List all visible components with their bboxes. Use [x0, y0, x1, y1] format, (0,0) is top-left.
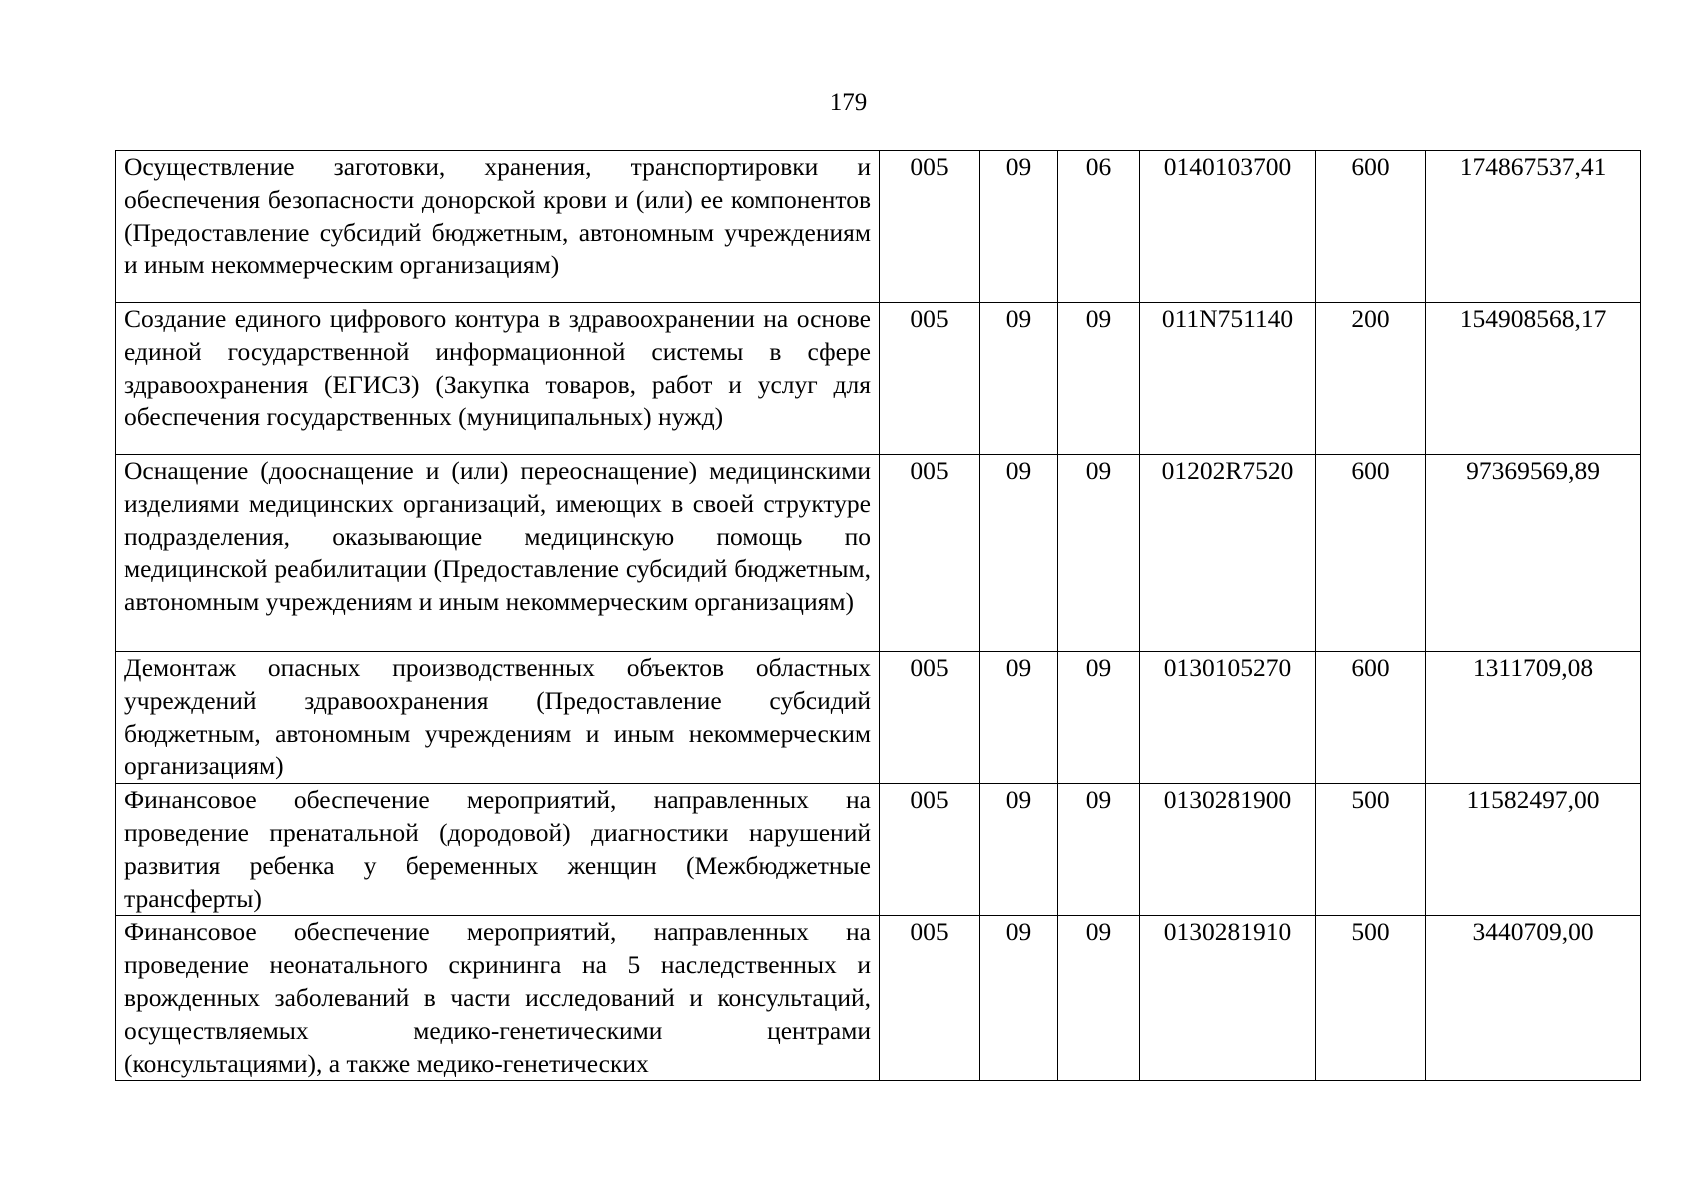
row-description: Создание единого цифрового контура в здравоохранении на основе единой государственной информационной системы в сфере здравоохранения (ЕГИСЗ) (Закупка товаров, работ и услуг для обеспечения государственных (муниципальных) нужд)	[116, 303, 880, 455]
row-target-article-code: 0140103700	[1140, 151, 1316, 303]
row-expense-type-code: 600	[1316, 652, 1426, 784]
row-expense-type-code: 600	[1316, 455, 1426, 652]
table-row	[116, 151, 1641, 303]
row-section-code: 09	[980, 455, 1058, 652]
table-row	[116, 916, 1641, 1081]
row-section-code: 09	[980, 784, 1058, 916]
table-row	[116, 303, 1641, 455]
row-ministry-code: 005	[880, 916, 980, 1081]
budget-table	[115, 150, 1641, 1081]
row-amount: 1311709,08	[1426, 652, 1641, 784]
row-expense-type-code: 500	[1316, 784, 1426, 916]
row-description: Оснащение (дооснащение и (или) переоснащение) медицинскими изделиями медицинских организаций, имеющих в своей структуре подразделения, оказывающие медицинскую помощь по медицинской реабилитации (Предоставление субсидий бюджетным, автономным учреждениям и иным некоммерческим организациям)	[116, 455, 880, 652]
row-ministry-code: 005	[880, 784, 980, 916]
row-target-article-code: 0130105270	[1140, 652, 1316, 784]
row-target-article-code: 0130281900	[1140, 784, 1316, 916]
row-subsection-code: 09	[1058, 455, 1140, 652]
row-amount: 11582497,00	[1426, 784, 1641, 916]
row-ministry-code: 005	[880, 151, 980, 303]
row-section-code: 09	[980, 151, 1058, 303]
row-target-article-code: 011N751140	[1140, 303, 1316, 455]
row-description: Финансовое обеспечение мероприятий, направленных на проведение пренатальной (дородовой) диагностики нарушений развития ребенка у беременных женщин (Межбюджетные трансферты)	[116, 784, 880, 916]
row-amount: 3440709,00	[1426, 916, 1641, 1081]
row-section-code: 09	[980, 652, 1058, 784]
row-description: Финансовое обеспечение мероприятий, направленных на проведение неонатального скрининга на 5 наследственных и врожденных заболеваний в части исследований и консультаций, осуществляемых медико-генетическими центрами (консультациями), а также медико-генетических	[116, 916, 880, 1081]
row-section-code: 09	[980, 303, 1058, 455]
row-target-article-code: 01202R7520	[1140, 455, 1316, 652]
row-subsection-code: 09	[1058, 916, 1140, 1081]
row-ministry-code: 005	[880, 303, 980, 455]
row-subsection-code: 09	[1058, 784, 1140, 916]
row-description: Демонтаж опасных производственных объектов областных учреждений здравоохранения (Предоставление субсидий бюджетным, автономным учреждениям и иным некоммерческим организациям)	[116, 652, 880, 784]
row-expense-type-code: 200	[1316, 303, 1426, 455]
row-section-code: 09	[980, 916, 1058, 1081]
page-number: 179	[829, 89, 868, 116]
row-ministry-code: 005	[880, 652, 980, 784]
table-row	[116, 784, 1641, 916]
table-row	[116, 455, 1641, 652]
row-expense-type-code: 500	[1316, 916, 1426, 1081]
table-row	[116, 652, 1641, 784]
row-ministry-code: 005	[880, 455, 980, 652]
row-expense-type-code: 600	[1316, 151, 1426, 303]
row-amount: 97369569,89	[1426, 455, 1641, 652]
row-amount: 154908568,17	[1426, 303, 1641, 455]
row-amount: 174867537,41	[1426, 151, 1641, 303]
row-subsection-code: 09	[1058, 652, 1140, 784]
row-description: Осуществление заготовки, хранения, транспортировки и обеспечения безопасности донорской крови и (или) ее компонентов (Предоставление субсидий бюджетным, автономным учреждениям и иным некоммерческим организациям)	[116, 151, 880, 303]
row-target-article-code: 0130281910	[1140, 916, 1316, 1081]
row-subsection-code: 09	[1058, 303, 1140, 455]
row-subsection-code: 06	[1058, 151, 1140, 303]
